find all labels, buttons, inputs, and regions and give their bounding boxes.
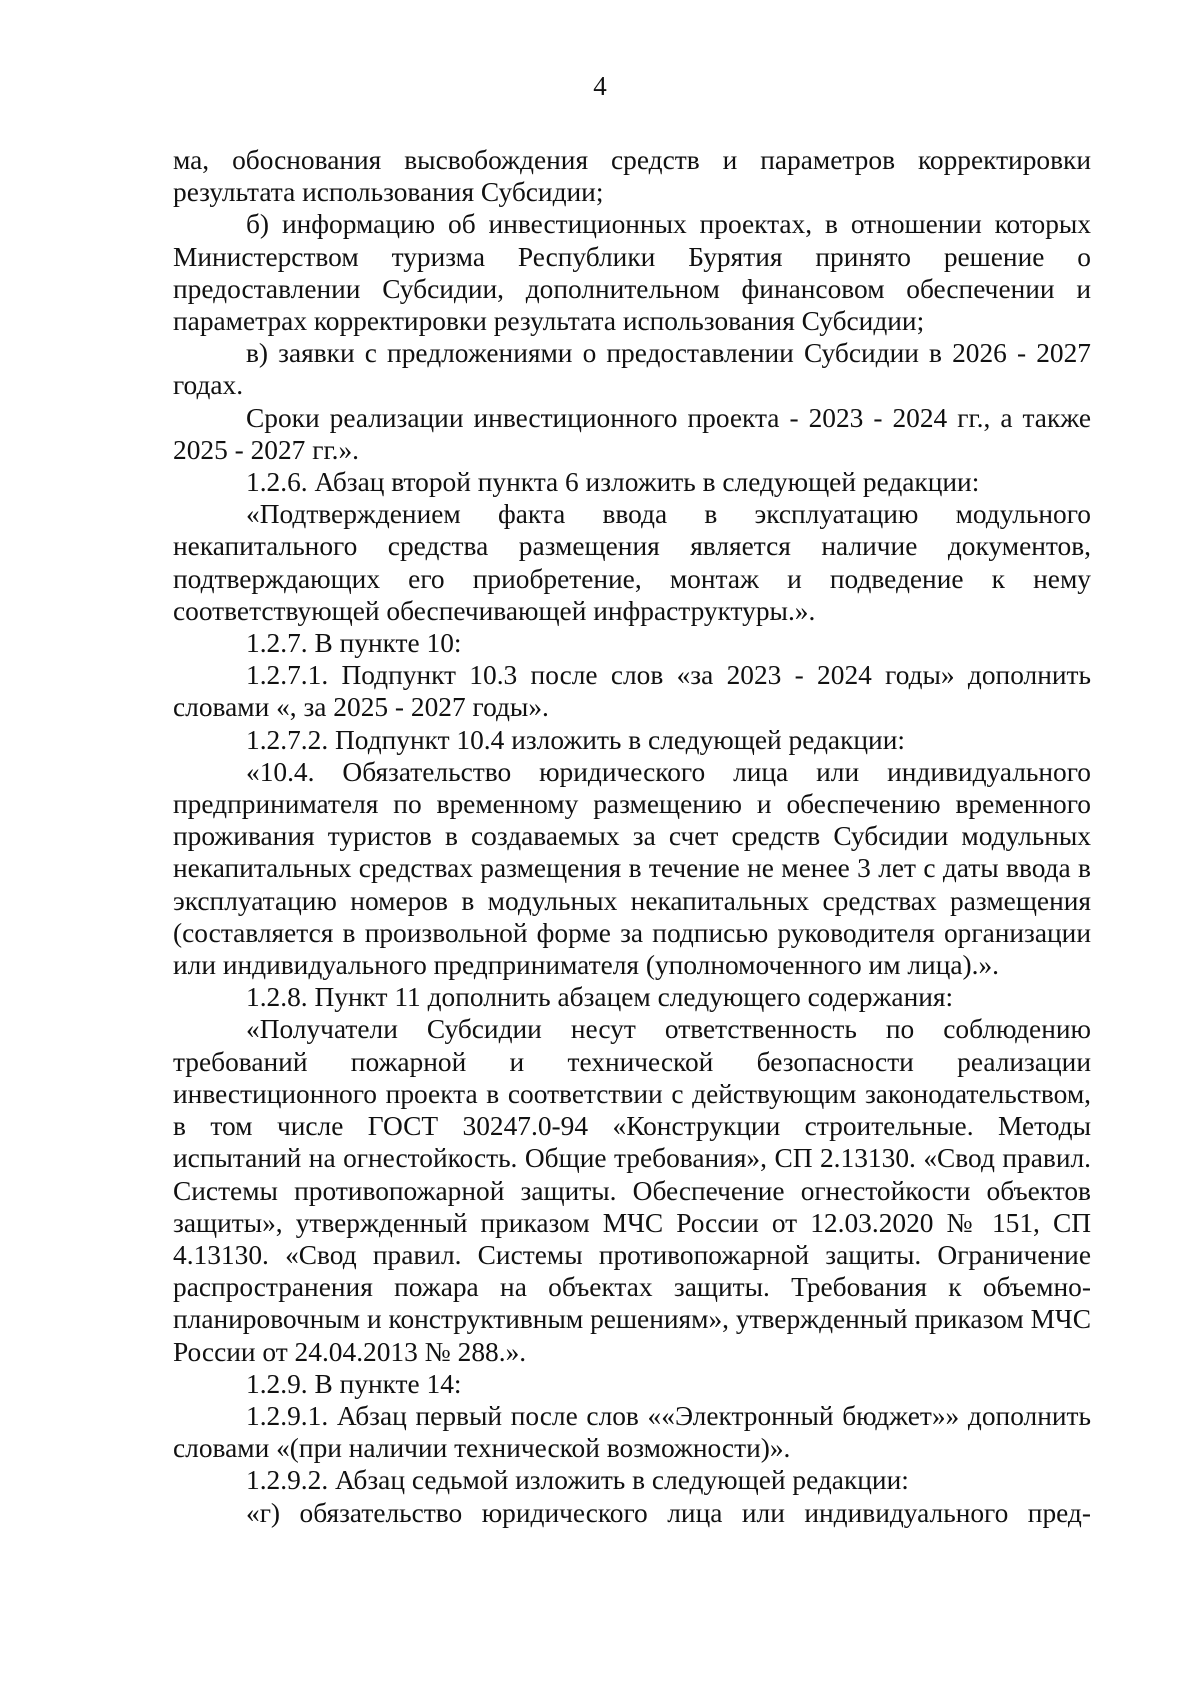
paragraph-8: 1.2.7.1. Подпункт 10.3 после слов «за 2023 - 2024 годы» дополнить словами «, за 2025 - 2027 годы». [173, 660, 1091, 723]
paragraph-16: «г) обязательство юридического лица или индивидуального пред- [246, 1497, 1091, 1528]
paragraph-4: Сроки реализации инвестиционного проекта - 2023 - 2024 гг., а также 2025 - 2027 гг.». [173, 402, 1091, 465]
paragraph-12: «Получатели Субсидии несут ответственность по соблюдению требований пожарной и технической безопасности реализации инвестиционного проекта в соответствии с действующим законодательством, в том числе ГОСТ 30247.0-94 «Конструкции строительные. Методы испытаний на огнестойкость. Общие требования», СП 2.13130. «Свод правил. Системы противопожарной защиты. Обеспечение огнестойкости объектов защиты», утвержденный приказом МЧС России от 12.03.2020 № 151, СП 4.13130. «Свод правил. Системы противопожарной защиты. Ограничение распространения пожара на объектах защиты. Требования к объемно-планировочным и конструктивным решениям», утвержденный приказом МЧС России от 24.04.2013 № 288.». [173, 1014, 1091, 1367]
paragraph-5: 1.2.6. Абзац второй пункта 6 изложить в следующей редакции: [246, 467, 980, 498]
paragraph-13: 1.2.9. В пункте 14: [246, 1368, 462, 1399]
paragraph-15: 1.2.9.2. Абзац седьмой изложить в следующей редакции: [246, 1465, 909, 1496]
paragraph-6: «Подтверждением факта ввода в эксплуатацию модульного некапитального средства размещения является наличие документов, подтверждающих его приобретение, монтаж и подведение к нему соответствующей обеспечивающей инфраструктуры.». [173, 499, 1091, 626]
page-number: 4 [593, 71, 607, 101]
paragraph-2: б) информацию об инвестиционных проектах, в отношении которых Министерством туризма Республики Бурятия принято решение о предоставлении Субсидии, дополнительном финансовом обеспечении и параметрах корректировки результата использования Субсидии; [173, 209, 1091, 337]
paragraph-14: 1.2.9.1. Абзац первый после слов ««Электронный бюджет»» дополнить словами «(при наличии технической возможности)». [173, 1400, 1091, 1464]
paragraph-3: в) заявки с предложениями о предоставлении Субсидии в 2026 - 2027 годах. [173, 338, 1091, 401]
paragraph-10: «10.4. Обязательство юридического лица или индивидуального предпринимателя по временному размещению и обеспечению временного проживания туристов в создаваемых за счет средств Субсидии модульных некапитальных средствах размещения в течение не менее 3 лет с даты ввода в эксплуатацию номеров в модульных некапитальных средствах размещения (составляется в произвольной форме за подписью руководителя организации или индивидуального предпринимателя (уполномоченного им лица).». [173, 756, 1091, 981]
paragraph-9: 1.2.7.2. Подпункт 10.4 изложить в следующей редакции: [246, 724, 905, 755]
paragraph-1: ма, обоснования высвобождения средств и параметров корректировки результата использования Субсидии; [173, 145, 1091, 208]
paragraph-7: 1.2.7. В пункте 10: [246, 628, 462, 659]
document-body [173, 144, 1091, 1529]
paragraph-11: 1.2.8. Пункт 11 дополнить абзацем следующего содержания: [246, 982, 954, 1013]
